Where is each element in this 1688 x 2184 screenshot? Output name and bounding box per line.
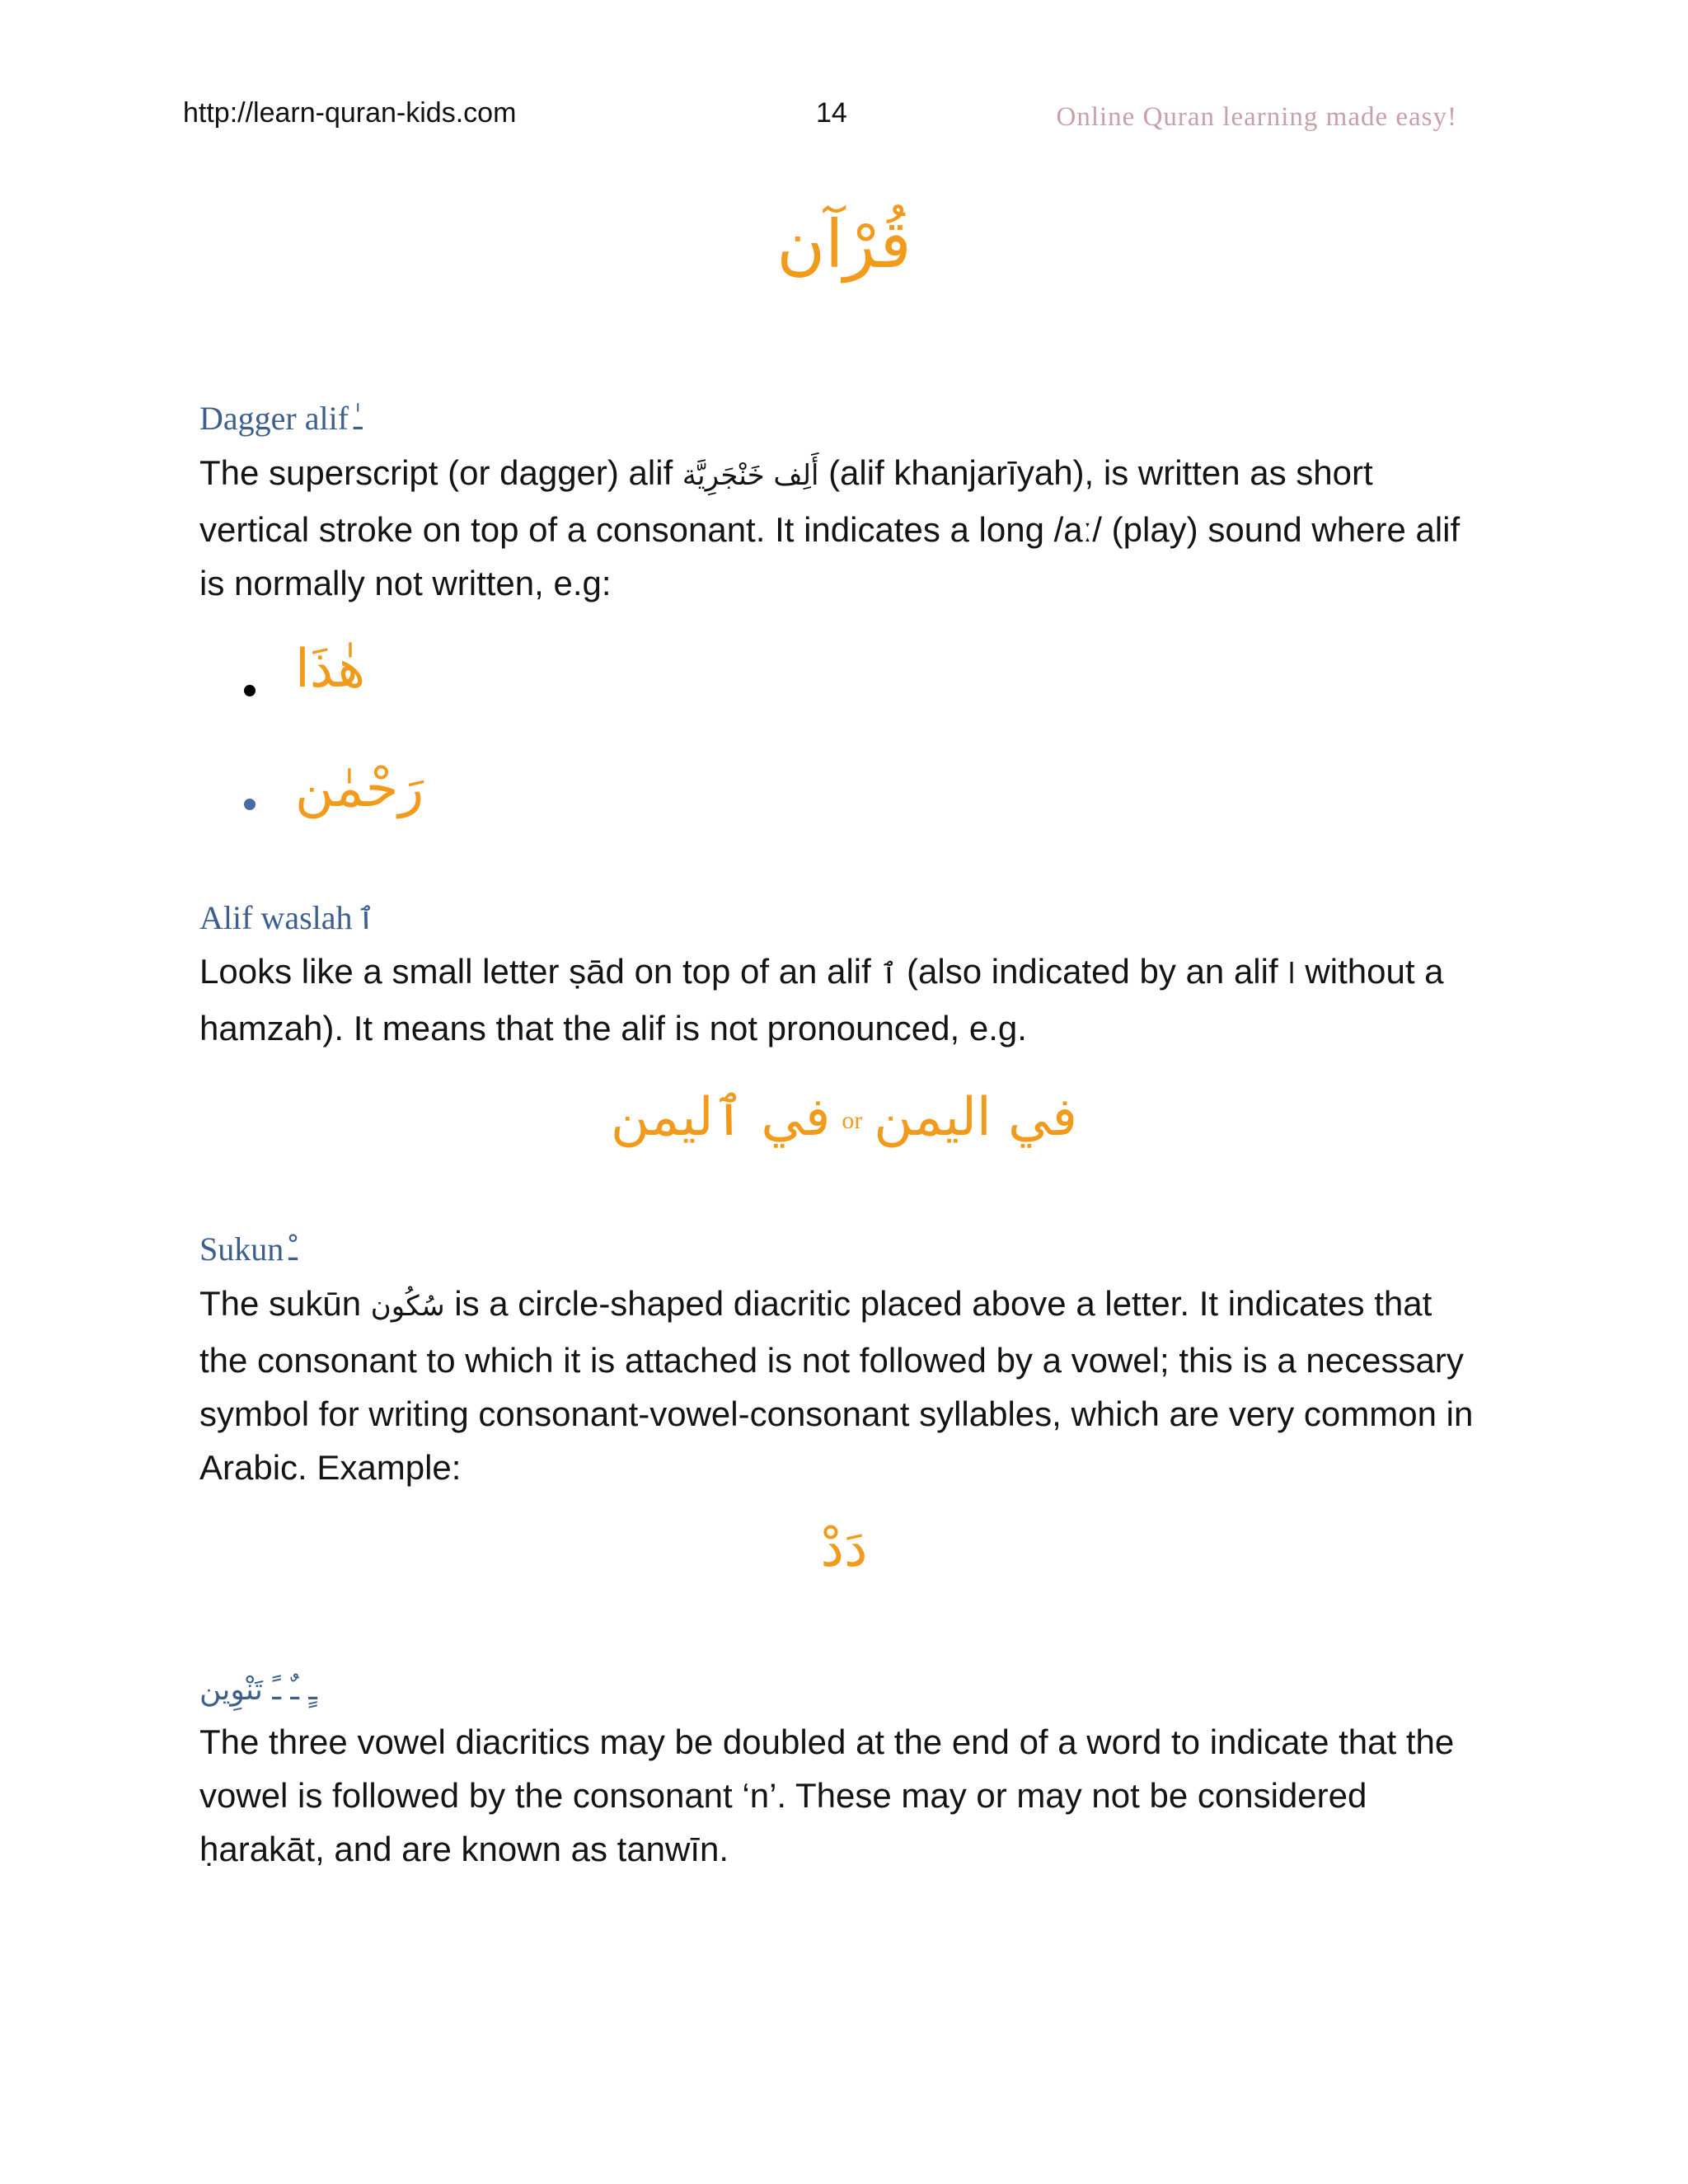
paragraph-sukun-text2: is a circle-shaped diacritic placed above a letter. It indicates that the consonant to which it is attached is not followed by a vowel; this is a necessary symbol for writing consonant-vowel-consonant syllables, which are very common in Arabic. Example: xyxy=(199,1284,1474,1487)
dagger-alif-symbol: ـٰ xyxy=(354,403,363,437)
paragraph-dagger-alif-text2: (alif khanjarīyah), is written as short vertical stroke on top of a consonant. It indicates a long /aː/ (play) sound where alif is normally not written, e.g: xyxy=(199,453,1461,602)
example-dad: دَدْ xyxy=(820,1518,868,1579)
page-number: 14 xyxy=(816,97,847,129)
paragraph-dagger-alif-text1: The superscript (or dagger) alif xyxy=(199,453,682,492)
example-fi-alyaman xyxy=(0,1086,1688,1148)
paragraph-alif-waslah-text3: without a hamzah). It means that the alif is not pronounced, e.g. xyxy=(199,952,1444,1047)
paragraph-sukun xyxy=(199,1277,1485,1494)
paragraph-alif-waslah-text2: (also indicated by an alif xyxy=(897,952,1288,991)
title-arabic-quran: قُرْآن xyxy=(776,206,912,283)
heading-dagger-alif-text: Dagger alif xyxy=(199,400,349,437)
paragraph-alif-waslah xyxy=(199,944,1485,1055)
arabic-sukun-word: سُكُون xyxy=(370,1290,445,1323)
example-without-waslah: في اليمن xyxy=(874,1087,1077,1148)
paragraph-dagger-alif xyxy=(199,446,1485,610)
alif-inline-symbol: ا xyxy=(1287,958,1296,991)
heading-tanwin-arabic: ـٍ ـٌ ـً تَنْوِين xyxy=(199,1673,317,1707)
alif-waslah-inline-symbol: ٱ xyxy=(880,958,898,991)
paragraph-alif-waslah-text1: Looks like a small letter ṣād on top of an alif xyxy=(199,952,881,991)
heading-dagger-alif xyxy=(199,399,363,438)
bullet-dot xyxy=(244,685,256,696)
heading-alif-waslah-text: Alif waslah xyxy=(199,899,353,936)
heading-tanwin xyxy=(199,1669,317,1708)
example-with-waslah: في ٱليمن xyxy=(611,1087,831,1148)
example-hadha: هٰذَا xyxy=(295,639,366,700)
example-or: or xyxy=(842,1107,863,1135)
heading-sukun-text: Sukun xyxy=(199,1230,284,1268)
bullet-dot xyxy=(244,799,256,810)
heading-sukun xyxy=(199,1230,298,1268)
header-tagline: Online Quran learning made easy! xyxy=(1056,102,1457,132)
example-rahman: رَحْمٰن xyxy=(295,758,424,819)
paragraph-sukun-text1: The sukūn xyxy=(199,1284,371,1323)
alif-waslah-symbol: ٱ xyxy=(357,902,375,936)
arabic-alif-khanjariyah: أَلِف خَنْجَرِيَّة xyxy=(682,459,819,492)
header-url: http://learn-quran-kids.com xyxy=(183,97,517,129)
paragraph-tanwin: The three vowel diacritics may be doubled at the end of a word to indicate that the vowel is followed by the consonant ‘n’. These may or may not be considered ḥarakāt, and are known as tanwīn. xyxy=(199,1722,1455,1868)
heading-alif-waslah xyxy=(199,898,375,937)
sukun-symbol: ـْ xyxy=(288,1234,298,1268)
